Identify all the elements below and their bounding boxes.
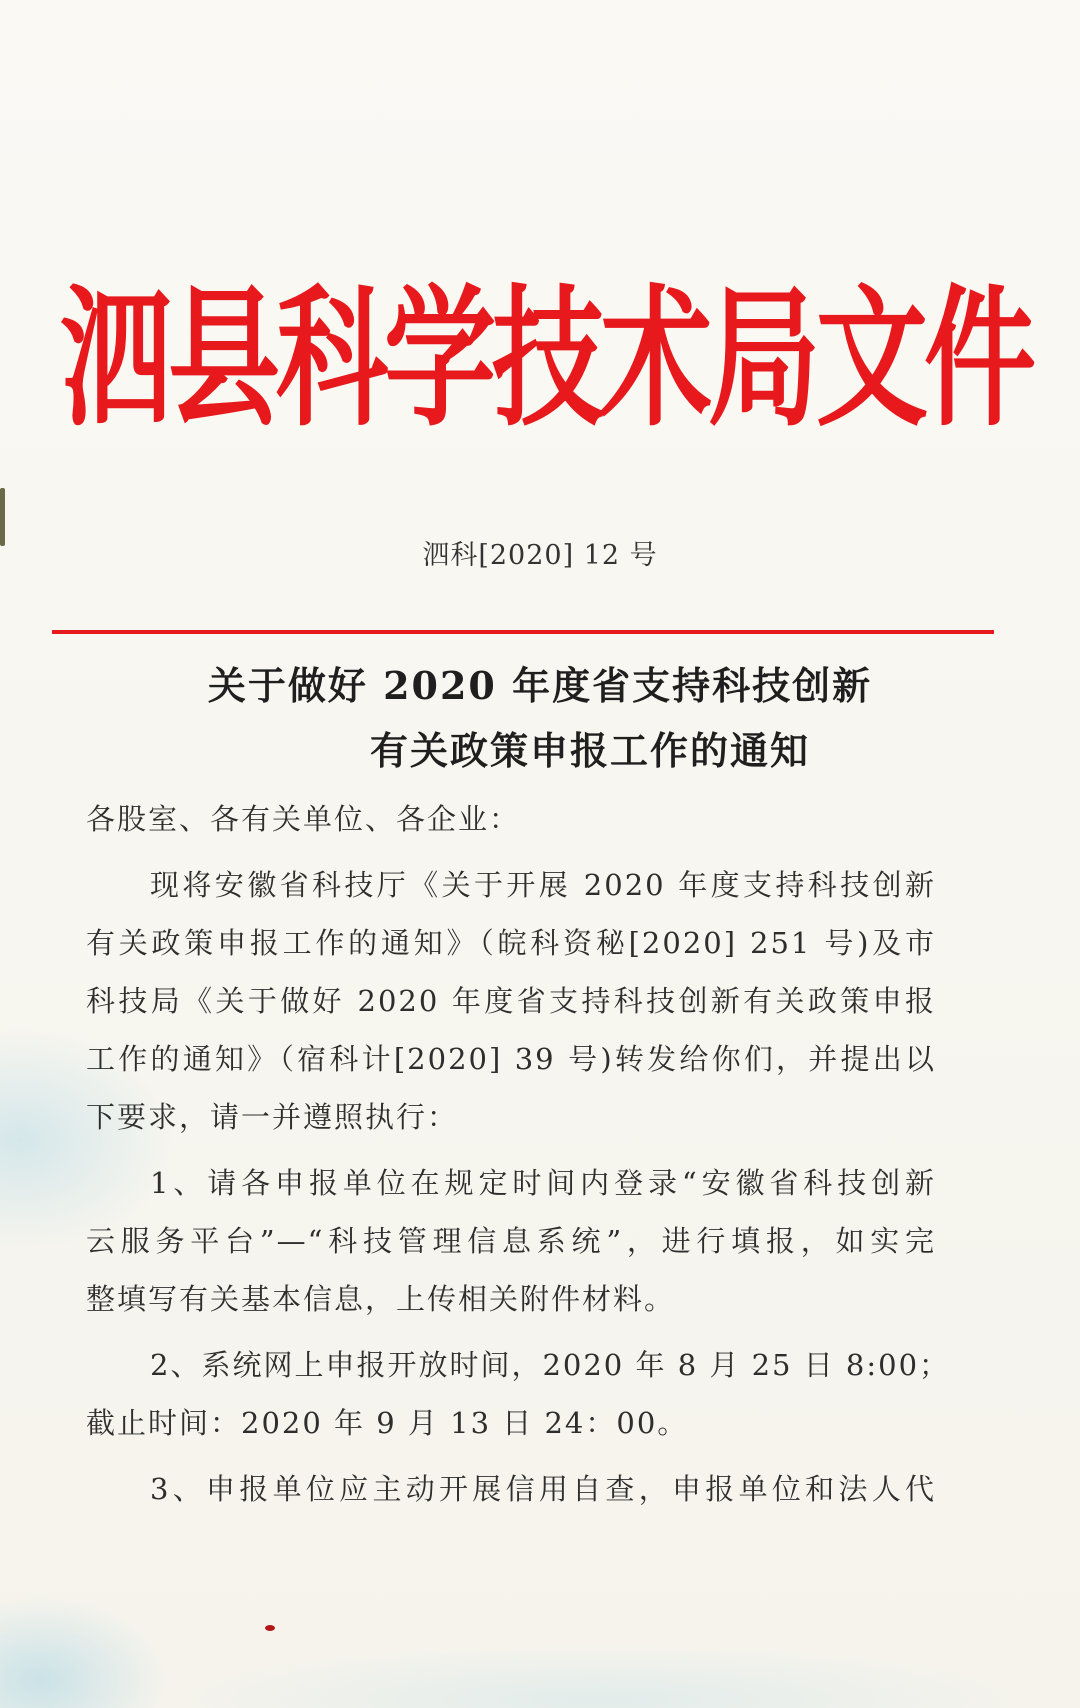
- red-mark-dot: [265, 1625, 275, 1631]
- paragraph-line: 截止时间：2020 年 9 月 13 日 24：00。: [86, 1406, 689, 1440]
- notice-title-line-1: 关于做好 2020 年度省支持科技创新: [207, 663, 873, 708]
- notice-title-line-2: 有关政策申报工作的通知: [369, 728, 810, 773]
- masthead-title: 泗县科学技术局文件: [60, 272, 1032, 448]
- paragraph-line: 整填写有关基本信息，上传相关附件材料。: [86, 1282, 676, 1316]
- red-divider-line: [52, 630, 994, 634]
- paragraph-1: [86, 856, 936, 1146]
- paragraph-line: 科技局《关于做好 2020 年度省支持科技创新有关政策申报: [86, 984, 936, 1018]
- notice-body: [86, 790, 951, 1518]
- paragraph-line: 工作的通知》（宿科计[2020] 39 号)转发给你们，并提出以: [86, 1042, 936, 1076]
- paragraph-line: 云服务平台”—“科技管理信息系统”，进行填报，如实完: [86, 1224, 936, 1258]
- paragraph-line: 有关政策申报工作的通知》（皖科资秘[2020] 251 号)及市: [86, 926, 936, 960]
- paragraph-line: 现将安徽省科技厅《关于开展 2020 年度支持科技创新: [150, 868, 936, 902]
- item-2: [86, 1336, 951, 1452]
- paragraph-line: 2、系统网上申报开放时间，2020 年 8 月 25 日 8:00；: [150, 1348, 951, 1382]
- paragraph-line: 3、申报单位应主动开展信用自查，申报单位和法人代: [150, 1472, 936, 1506]
- paragraph-line: 1、请各申报单位在规定时间内登录“安徽省科技创新: [150, 1166, 936, 1200]
- paragraph-line: 下要求，请一并遵照执行：: [86, 1100, 459, 1134]
- item-3: [86, 1460, 936, 1518]
- document-number: 泗科[2020] 12 号: [422, 540, 658, 571]
- item-1: [86, 1154, 936, 1328]
- salutation: 各股室、各有关单位、各企业：: [86, 802, 521, 836]
